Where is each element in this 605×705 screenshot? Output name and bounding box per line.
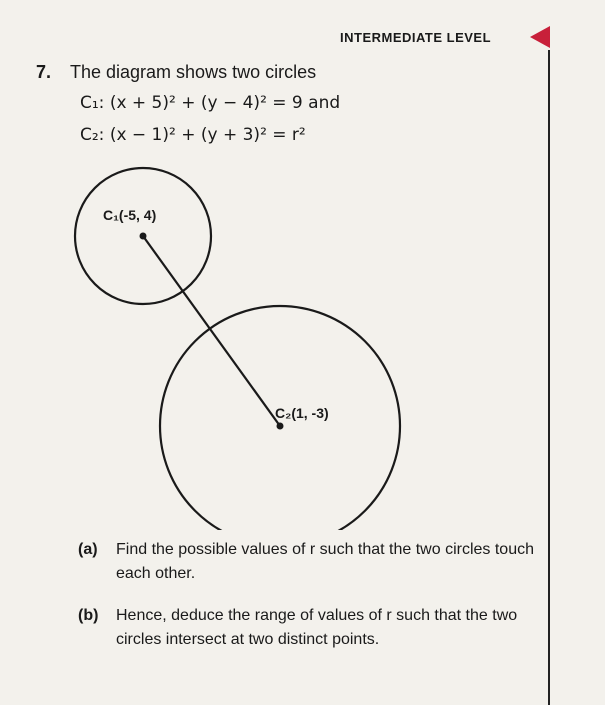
equation-circle-1: C₁: (x + 5)² + (y − 4)² = 9 and	[80, 93, 341, 113]
question-intro: The diagram shows two circles	[70, 62, 317, 82]
label-c2: C₂(1, -3)	[275, 405, 329, 421]
part-b-text: Hence, deduce the range of values of r such that the two circles intersect at two distinct points.	[116, 607, 518, 648]
part-b-label: (b)	[78, 607, 99, 624]
level-label: INTERMEDIATE LEVEL	[340, 30, 492, 45]
centre-c1-point	[140, 233, 147, 240]
question-number: 7.	[36, 62, 52, 82]
two-circles-diagram	[0, 160, 560, 530]
label-c1: C₁(-5, 4)	[103, 207, 157, 223]
part-a-text: Find the possible values of r such that the two circles touch each other.	[116, 541, 534, 582]
equation-circle-2: C₂: (x − 1)² + (y + 3)² = r²	[80, 125, 306, 145]
part-a-label: (a)	[78, 541, 98, 558]
centre-c2-point	[277, 423, 284, 430]
level-arrow-icon	[528, 24, 552, 50]
